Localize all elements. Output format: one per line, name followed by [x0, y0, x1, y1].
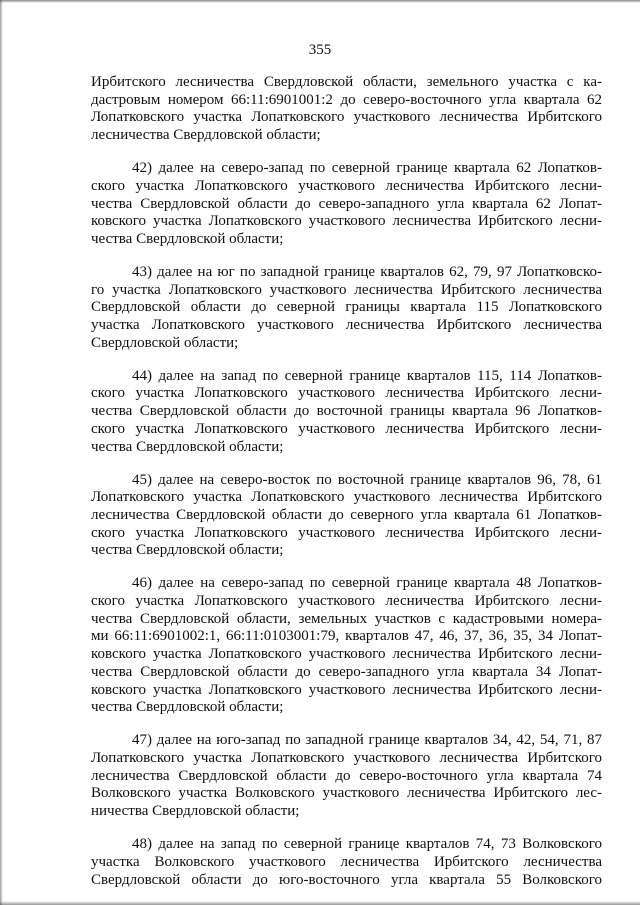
text-line: 45) далее на северо-восток по восточной границе кварталов 96, 78, 61 [132, 471, 602, 488]
text-line: ничества Свердловской области; [91, 803, 300, 820]
text-line: чества Свердловской области; [91, 230, 284, 247]
text-line: участка Лопатковского участкового лесничества Ирбитского лесничества [91, 317, 602, 334]
text-line: дастровым номером 66:11:6901001:2 до северо-восточного угла квартала 62 [91, 91, 602, 108]
paragraph-43 [91, 264, 602, 353]
text-line: ского участка Лопатковского участкового лесничества Ирбитского лесни- [91, 593, 602, 610]
text-line: ского участка Лопатковского участкового лесничества Ирбитского лесни- [91, 524, 602, 541]
text-line: чества Свердловской области; [91, 438, 284, 455]
paragraph-48 [91, 836, 602, 889]
text-line: ковского участка Лопатковского участкового лесничества Ирбитского лесни- [91, 646, 602, 663]
text-line: ми 66:11:6901002:1, 66:11:0103001:79, кварталов 47, 46, 37, 36, 35, 34 Лопат- [91, 628, 602, 645]
text-line: Ирбитского лесничества Свердловской области, земельного участка с ка- [91, 74, 602, 90]
text-line: Лопатковского участка Лопатковского участкового лесничества Ирбитского [91, 109, 602, 126]
text-line: 46) далее на северо-запад по северной границе квартала 48 Лопатков- [132, 575, 602, 592]
text-line: 42) далее на северо-запад по северной границе квартала 62 Лопатков- [132, 160, 602, 177]
text-line: Лопатковского участка Лопатковского участкового лесничества Ирбитского [91, 749, 602, 766]
text-line: Свердловской области до северной границы квартала 115 Лопатковского [91, 299, 602, 316]
text-line: участка Волковского участкового лесничества Ирбитского лесничества [91, 853, 602, 870]
text-line: Лопатковского участка Лопатковского участкового лесничества Ирбитского [91, 489, 602, 506]
text-line: Свердловской области; [91, 334, 239, 351]
text-line: лесничества Свердловской области до северного угла квартала 61 Лопатков- [91, 506, 602, 523]
paragraph-46 [91, 575, 602, 717]
text-line: Свердловской области до юго-восточного угла квартала 55 Волковского [91, 871, 602, 888]
text-line: лесничества Свердловской области; [91, 127, 321, 144]
text-line: 43) далее на юг по западной границе кварталов 62, 79, 97 Лопатковско- [132, 263, 602, 280]
text-line: ского участка Лопатковского участкового лесничества Ирбитского лесни- [91, 420, 602, 437]
text-line: ковского участка Лопатковского участкового лесничества Ирбитского лесни- [91, 681, 602, 698]
scan-edge-left [0, 0, 3, 905]
text-line: чества Свердловской области; [91, 542, 284, 559]
paragraph-45 [91, 472, 602, 561]
text-line: ского участка Лопатковского участкового лесничества Ирбитского лесни- [91, 177, 602, 194]
text-line: 47) далее на юго-запад по западной границе кварталов 34, 42, 54, 71, 87 [132, 732, 602, 749]
text-line: чества Свердловской области, земельных участков с кадастровыми номера- [91, 610, 602, 627]
text-line: Волковского участка Волковского участкового лесничества Ирбитского лес- [91, 785, 602, 802]
page-number: 355 [308, 42, 332, 58]
text-line: ковского участка Лопатковского участкового лесничества Ирбитского лесни- [91, 213, 602, 230]
text-line: чества Свердловской области; [91, 699, 284, 716]
text-line: 48) далее на запад по северной границе кварталов 74, 73 Волковского [132, 836, 602, 853]
text-line: чества Свердловской области до северо-западного угла квартала 34 Лопат- [91, 663, 602, 680]
text-line: лесничества Свердловской области до северо-восточного угла квартала 74 [91, 767, 602, 784]
text-line: чества Свердловской области до северо-западного угла квартала 62 Лопат- [91, 195, 602, 212]
paragraph-47 [91, 732, 602, 821]
paragraph-44 [91, 368, 602, 457]
body-text [91, 74, 602, 905]
scan-edge-top [0, 0, 640, 3]
paragraph-intro [91, 74, 602, 145]
text-line: чества Свердловской области до восточной границы квартала 96 Лопатков- [91, 403, 602, 420]
text-line: ского участка Лопатковского участкового лесничества Ирбитского лесни- [91, 385, 602, 402]
paragraph-42 [91, 160, 602, 249]
text-line: го участка Лопатковского участкового лесничества Ирбитского лесничества [91, 281, 602, 298]
text-line: 44) далее на запад по северной границе кварталов 115, 114 Лопатков- [132, 367, 602, 384]
